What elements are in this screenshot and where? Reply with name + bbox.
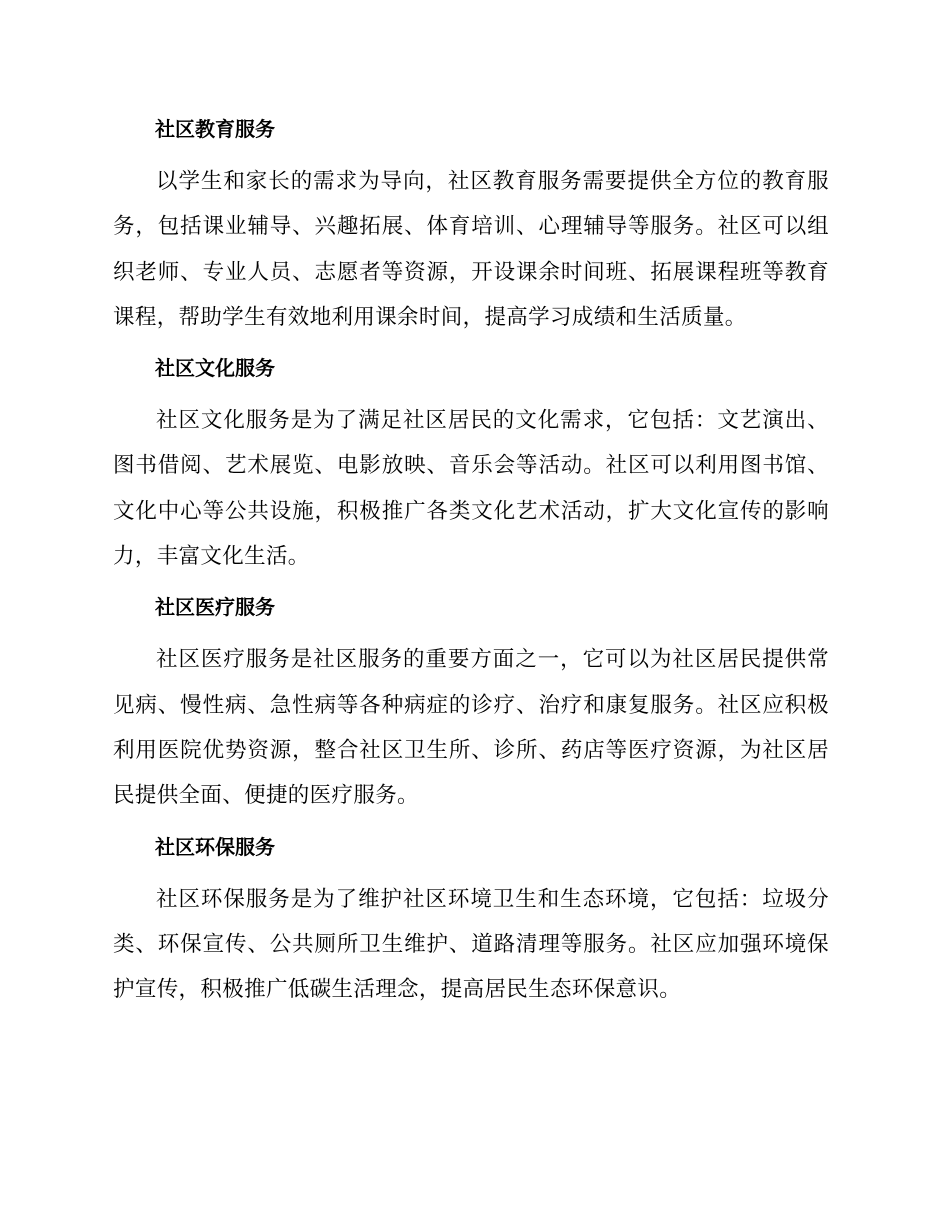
section-heading: 社区医疗服务 — [155, 595, 275, 620]
section-paragraph: 社区环保服务是为了维护社区环境卫生和生态环境，它包括：垃圾分类、环保宣传、公共厕所卫生维护、道路清理等服务。社区应加强环境保护宣传，积极推广低碳生活理念，提高居民生态环保意识。 — [113, 886, 829, 1003]
section-heading: 社区环保服务 — [155, 834, 275, 859]
section-paragraph: 社区文化服务是为了满足社区居民的文化需求，它包括：文艺演出、图书借阅、艺术展览、电影放映、音乐会等活动。社区可以利用图书馆、文化中心等公共设施，积极推广各类文化艺术活动，扩大文化宣传的影响力，丰富文化生活。 — [113, 408, 829, 570]
section-culture — [113, 353, 829, 579]
section-heading: 社区文化服务 — [155, 356, 275, 381]
section-paragraph: 社区医疗服务是社区服务的重要方面之一，它可以为社区居民提供常见病、慢性病、急性病等各种病症的诊疗、治疗和康复服务。社区应积极利用医院优势资源，整合社区卫生所、诊所、药店等医疗资源，为社区居民提供全面、便捷的医疗服务。 — [113, 647, 829, 809]
section-heading: 社区教育服务 — [155, 117, 275, 141]
section-environment — [113, 832, 829, 1013]
section-paragraph: 以学生和家长的需求为导向，社区教育服务需要提供全方位的教育服务，包括课业辅导、兴趣拓展、体育培训、心理辅导等服务。社区可以组织老师、专业人员、志愿者等资源，开设课余时间班、拓展课程班等教育课程，帮助学生有效地利用课余时间，提高学习成绩和生活质量。 — [113, 169, 829, 330]
section-medical — [113, 592, 829, 818]
section-education — [113, 114, 829, 340]
